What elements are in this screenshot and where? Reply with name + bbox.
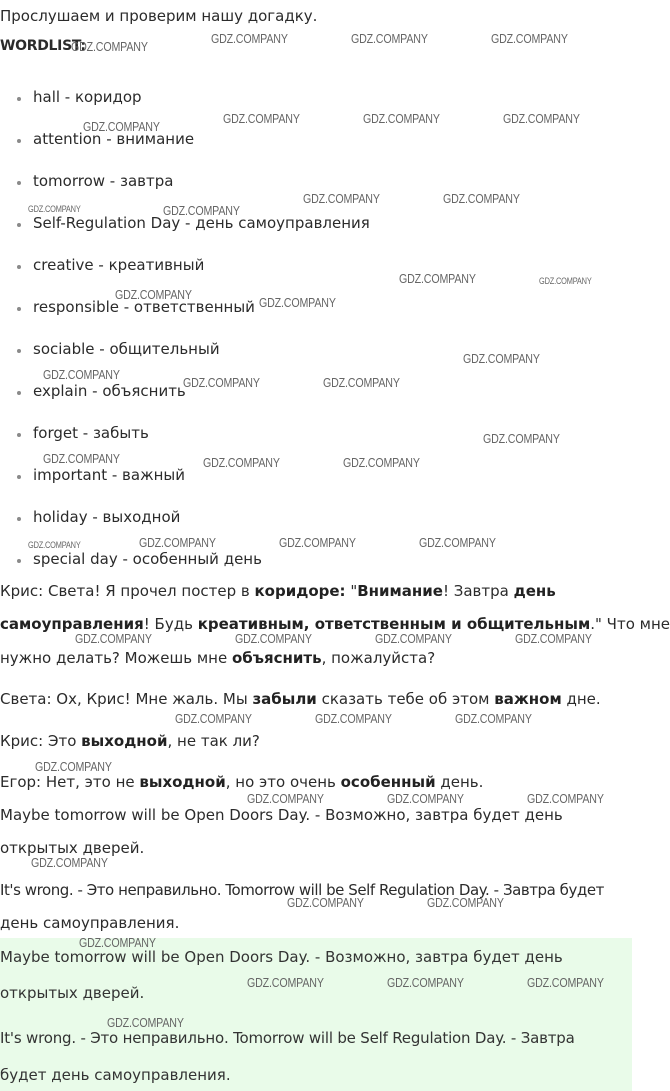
statement-line: Maybe tomorrow will be Open Doors Day. - Возможно, завтра будет день	[0, 806, 563, 824]
watermark: GDZ.COMPANY	[343, 455, 420, 470]
list-item: responsible - ответственный	[0, 298, 255, 316]
watermark: GDZ.COMPANY	[279, 535, 356, 550]
watermark: GDZ.COMPANY	[387, 975, 464, 990]
watermark: GDZ.COMPANY	[203, 455, 280, 470]
dialog-line: самоуправления! Будь креативным, ответственным и общительным." Что мне	[0, 615, 670, 633]
statement-line: день самоуправления.	[0, 914, 180, 932]
list-item: attention - внимание	[0, 130, 194, 148]
watermark: GDZ.COMPANY	[28, 540, 81, 550]
watermark: GDZ.COMPANY	[247, 791, 324, 806]
watermark: GDZ.COMPANY	[491, 31, 568, 46]
watermark: GDZ.COMPANY	[323, 375, 400, 390]
watermark: GDZ.COMPANY	[315, 711, 392, 726]
list-item: Self-Regulation Day - день самоуправления	[0, 214, 370, 232]
list-item: special day - особенный день	[0, 550, 262, 568]
list-item: hall - коридор	[0, 88, 142, 106]
watermark: GDZ.COMPANY	[223, 111, 300, 126]
watermark: GDZ.COMPANY	[351, 31, 428, 46]
watermark: GDZ.COMPANY	[107, 1015, 184, 1030]
list-item: tomorrow - завтра	[0, 172, 173, 190]
watermark: GDZ.COMPANY	[183, 375, 260, 390]
watermark: GDZ.COMPANY	[503, 111, 580, 126]
dialog-line: нужно делать? Можешь мне объяснить, пожалуйста?	[0, 649, 436, 667]
watermark: GDZ.COMPANY	[539, 276, 592, 286]
statement-line: открытых дверей.	[0, 839, 145, 857]
watermark: GDZ.COMPANY	[83, 119, 160, 134]
statement-line: It's wrong. - Это неправильно. Tomorrow will be Self Regulation Day. - Завтра будет	[0, 881, 604, 899]
watermark: GDZ.COMPANY	[43, 451, 120, 466]
watermark: GDZ.COMPANY	[139, 535, 216, 550]
watermark: GDZ.COMPANY	[387, 791, 464, 806]
watermark: GDZ.COMPANY	[79, 935, 156, 950]
watermark: GDZ.COMPANY	[483, 431, 560, 446]
answer-line: открытых дверей.	[0, 984, 145, 1002]
watermark: GDZ.COMPANY	[443, 191, 520, 206]
watermark: GDZ.COMPANY	[463, 351, 540, 366]
watermark: GDZ.COMPANY	[163, 203, 240, 218]
list-item: creative - креативный	[0, 256, 204, 274]
answer-line: It's wrong. - Это неправильно. Tomorrow will be Self Regulation Day. - Завтра	[0, 1029, 575, 1047]
watermark: GDZ.COMPANY	[375, 631, 452, 646]
answer-box	[0, 938, 632, 1091]
answer-line: Maybe tomorrow will be Open Doors Day. - Возможно, завтра будет день	[0, 948, 563, 966]
watermark: GDZ.COMPANY	[455, 711, 532, 726]
answer-line: будет день самоуправления.	[0, 1066, 231, 1084]
list-item: important - важный	[0, 466, 185, 484]
watermark: GDZ.COMPANY	[515, 631, 592, 646]
watermark: GDZ.COMPANY	[43, 367, 120, 382]
list-item: explain - объяснить	[0, 382, 186, 400]
watermark: GDZ.COMPANY	[399, 271, 476, 286]
dialog-line: Крис: Света! Я прочел постер в коридоре: "Внимание! Завтра день	[0, 582, 556, 600]
list-item: forget - забыть	[0, 424, 149, 442]
watermark: GDZ.COMPANY	[363, 111, 440, 126]
dialog-line: Крис: Это выходной, не так ли?	[0, 732, 260, 750]
list-item: holiday - выходной	[0, 508, 180, 526]
watermark: GDZ.COMPANY	[115, 287, 192, 302]
watermark: GDZ.COMPANY	[35, 759, 112, 774]
watermark: GDZ.COMPANY	[427, 895, 504, 910]
list-item: sociable - общительный	[0, 340, 220, 358]
watermark: GDZ.COMPANY	[75, 631, 152, 646]
watermark: GDZ.COMPANY	[31, 855, 108, 870]
watermark: GDZ.COMPANY	[235, 631, 312, 646]
dialog-line: Егор: Нет, это не выходной, но это очень особенный день.	[0, 773, 484, 791]
watermark: GDZ.COMPANY	[303, 191, 380, 206]
watermark: GDZ.COMPANY	[527, 975, 604, 990]
watermark: GDZ.COMPANY	[419, 535, 496, 550]
watermark: GDZ.COMPANY	[247, 975, 324, 990]
watermark: GDZ.COMPANY	[259, 295, 336, 310]
watermark: GDZ.COMPANY	[527, 791, 604, 806]
watermark: GDZ.COMPANY	[28, 204, 81, 214]
intro-text: Прослушаем и проверим нашу догадку.	[0, 7, 318, 25]
watermark: GDZ.COMPANY	[175, 711, 252, 726]
watermark: GDZ.COMPANY	[287, 895, 364, 910]
watermark: GDZ.COMPANY	[71, 39, 148, 54]
watermark: GDZ.COMPANY	[211, 31, 288, 46]
dialog-line: Света: Ох, Крис! Мне жаль. Мы забыли сказать тебе об этом важном дне.	[0, 690, 601, 708]
wordlist-heading: WORDLIST:	[0, 38, 86, 54]
